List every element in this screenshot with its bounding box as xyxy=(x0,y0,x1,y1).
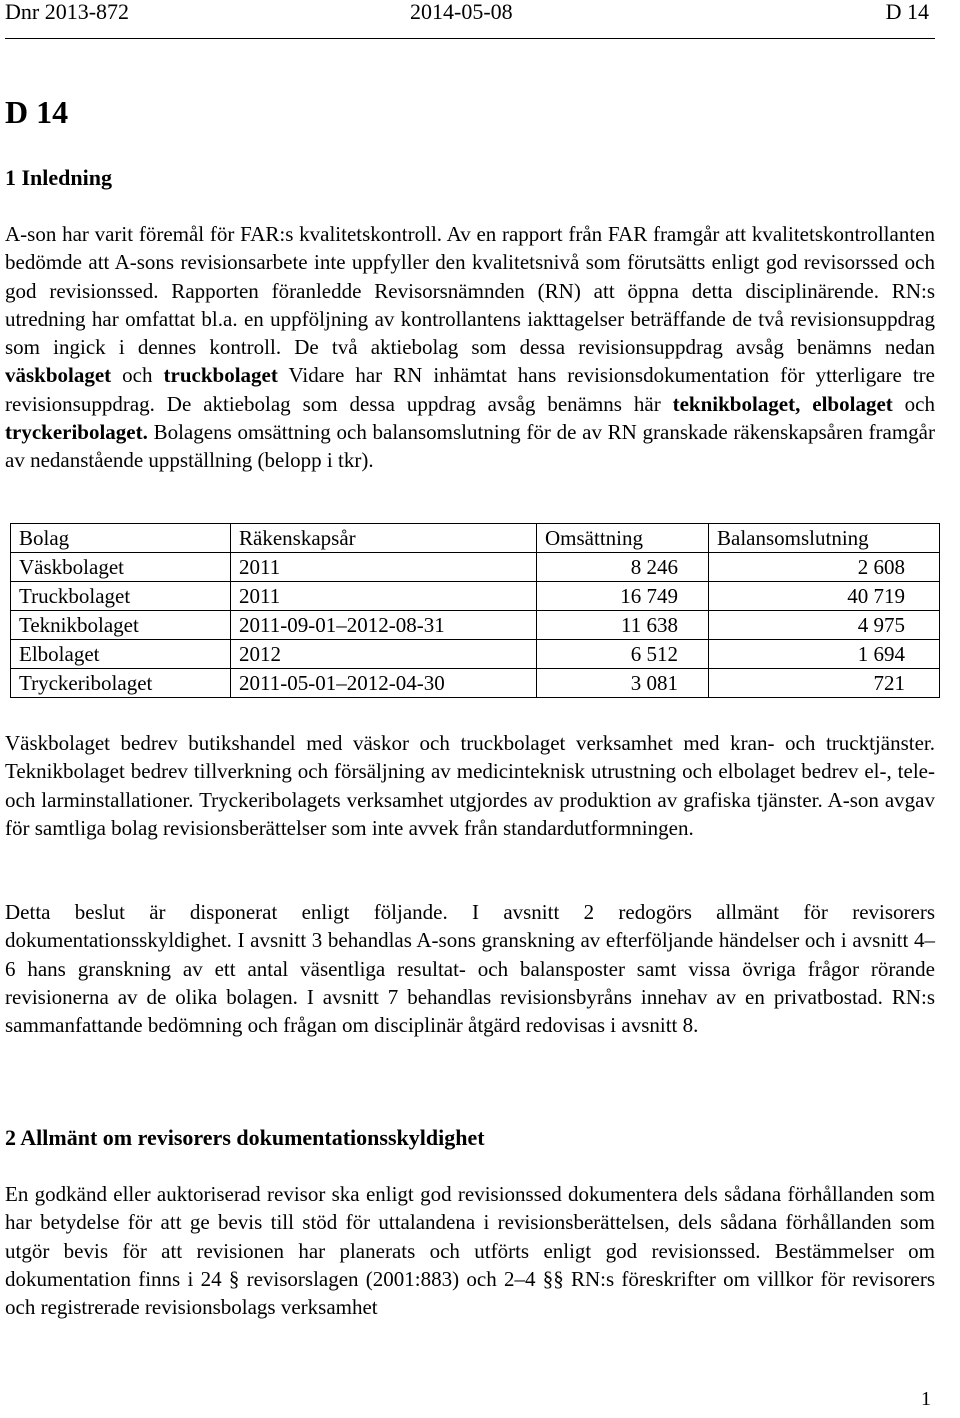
table-cell: 11 638 xyxy=(537,611,709,640)
table-row xyxy=(11,611,940,640)
table-cell: 721 xyxy=(709,669,940,698)
table-cell: 8 246 xyxy=(537,553,709,582)
table-header-cell: Balansomslutning xyxy=(709,524,940,553)
table-header-cell: Omsättning xyxy=(537,524,709,553)
table-cell: 6 512 xyxy=(537,640,709,669)
table-cell: 1 694 xyxy=(709,640,940,669)
table-cell: 16 749 xyxy=(537,582,709,611)
table-header-cell: Räkenskapsår xyxy=(231,524,537,553)
section-1-paragraph-1 xyxy=(5,220,935,475)
section-1-paragraph-2: Väskbolaget bedrev butikshandel med väskor och truckbolaget verksamhet med kran- och trucktjänster. Teknikbolaget bedrev tillverkning och försäljning av medicinteknisk utrustning och elbolaget bedrev el-, tele- och larminstallationer. Tryckeribolagets verksamhet utgjordes av produktion av grafiska tjänster. A-son avgav för samtliga bolag revisionsberättelser som inte avvek från standardutformningen. xyxy=(5,731,935,840)
paragraph-run: Vidare har RN inhämtat hans revisionsdokumentation för ytterligare tre revisionsuppdrag. De aktiebolag som dessa uppdrag avsåg benämns här xyxy=(5,363,935,416)
document-page xyxy=(5,0,935,1418)
table-cell: 2 608 xyxy=(709,553,940,582)
section-2-heading: 2 Allmänt om revisorers dokumentationsskyldighet xyxy=(5,1125,485,1150)
company-figures-table xyxy=(10,523,940,698)
section-1-heading: 1 Inledning xyxy=(5,165,112,190)
page-header xyxy=(5,0,935,39)
table-cell: Truckbolaget xyxy=(11,582,231,611)
section-2-paragraph-1: En godkänd eller auktoriserad revisor ska enligt god revisionssed dokumentera dels sådana förhållanden som har betydelse för att ge bevis till stöd för uttalandena i revisionsberättelsen, dels sådana förhållanden som utgör bevis för att revisionen har planerats och utförts enligt god revisionssed. Bestämmelser om dokumentation finns i 24 § revisorslagen (2001:883) och 2–4 §§ RN:s föreskrifter om villkor för revisorers och registrerade revisionsbolags verksamhet xyxy=(5,1182,935,1320)
document-title: D 14 xyxy=(5,94,69,130)
header-date: 2014-05-08 xyxy=(410,0,513,24)
table-row xyxy=(11,669,940,698)
table-cell: 3 081 xyxy=(537,669,709,698)
table-header-cell: Bolag xyxy=(11,524,231,553)
table-cell: Väskbolaget xyxy=(11,553,231,582)
table-row xyxy=(11,640,940,669)
table-cell: 2011-05-01–2012-04-30 xyxy=(231,669,537,698)
header-reference: Dnr 2013-872 xyxy=(5,0,130,24)
section-1-paragraph-3: Detta beslut är disponerat enligt följande. I avsnitt 2 redogörs allmänt för revisorers dokumentationsskyldighet. I avsnitt 3 behandlas A-sons granskning av efterföljande händelser och i avsnitt 4–6 hans granskning av ett antal väsentliga resultat- och balansposter samt vissa övriga frågor rörande revisionerna av de olika bolagen. I avsnitt 7 behandlas revisionsbyråns innehav av en privatbostad. RN:s sammanfattande bedömning och frågan om disciplinär åtgärd redovisas i avsnitt 8. xyxy=(5,900,935,1038)
table-cell: 40 719 xyxy=(709,582,940,611)
table-cell: 2011 xyxy=(231,553,537,582)
table-cell: Teknikbolaget xyxy=(11,611,231,640)
table-cell: Elbolaget xyxy=(11,640,231,669)
paragraph-run: teknikbolaget, elbolaget xyxy=(672,391,893,416)
table-cell: 2011-09-01–2012-08-31 xyxy=(231,611,537,640)
table-cell: Tryckeribolaget xyxy=(11,669,231,698)
table-cell: 2012 xyxy=(231,640,537,669)
page-number: 1 xyxy=(921,1388,931,1410)
paragraph-run: truckbolaget xyxy=(163,363,278,388)
paragraph-run: och xyxy=(892,391,935,416)
table-header-row xyxy=(11,524,940,553)
paragraph-run: A-son har varit föremål för FAR:s kvalitetskontroll. Av en rapport från FAR framgår att kvalitetskontrollanten bedömde att A-sons revisionsarbete inte uppfyller den kvalitetsnivå som förutsätts enligt god revisorssed och god revisionssed. Rapporten föranledde Revisorsnämnden (RN) att öppna detta disciplinärende. RN:s utredning har omfattat bl.a. en uppföljning av kontrollantens iakttagelser beträffande de två revisionsuppdrag som ingick i dennes kontroll. De två aktiebolag som dessa revisionsuppdrag avsåg benämns nedan xyxy=(5,222,935,360)
table-row xyxy=(11,582,940,611)
table-cell: 4 975 xyxy=(709,611,940,640)
table-row xyxy=(11,553,940,582)
paragraph-run: Bolagens omsättning och balansomslutning för de av RN granskade räkenskapsåren framgår av nedanstående uppställning (belopp i tkr). xyxy=(5,420,935,473)
header-doc-id: D 14 xyxy=(885,0,929,24)
paragraph-run: och xyxy=(111,363,164,388)
table-cell: 2011 xyxy=(231,582,537,611)
paragraph-run: väskbolaget xyxy=(5,363,112,388)
paragraph-run: tryckeribolaget. xyxy=(5,420,148,445)
